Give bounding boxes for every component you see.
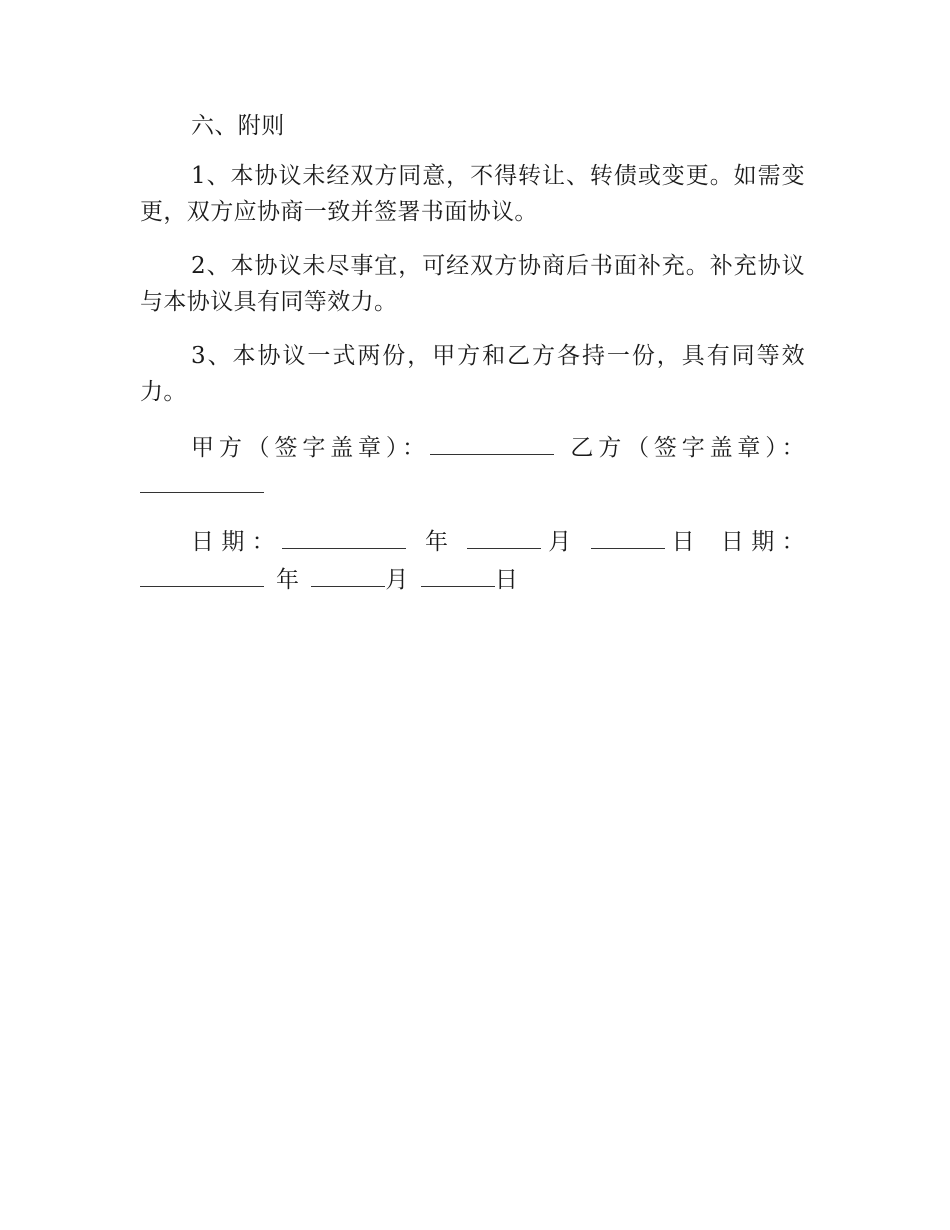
clause-2: 2、本协议未尽事宜，可经双方协商后书面补充。补充协议与本协议具有同等效力。 xyxy=(140,253,805,315)
party-b-signature-blank xyxy=(140,466,264,493)
party-b-year-label: 年 xyxy=(276,567,300,593)
party-a-month-blank xyxy=(467,522,541,549)
party-a-signature-blank xyxy=(430,428,554,455)
party-a-year-blank xyxy=(282,522,406,549)
party-a-day-blank xyxy=(591,522,665,549)
date-line xyxy=(140,522,805,598)
document-body xyxy=(140,108,805,616)
party-a-month-label: 月 xyxy=(541,529,579,555)
party-a-signature-label: 甲方（签字盖章）： xyxy=(191,435,430,461)
party-b-year-blank xyxy=(140,560,264,587)
section-heading: 六、附则 xyxy=(191,113,285,139)
party-b-day-blank xyxy=(421,560,495,587)
party-b-month-label: 月 xyxy=(385,567,409,593)
party-a-year-label: 年 xyxy=(418,529,456,555)
clause-3: 3、本协议一式两份，甲方和乙方各持一份，具有同等效力。 xyxy=(140,343,805,405)
signature-line xyxy=(140,428,805,504)
party-b-signature-label: 乙方（签字盖章）： xyxy=(566,435,805,461)
clause-1: 1、本协议未经双方同意，不得转让、转债或变更。如需变更，双方应协商一致并签署书面协议。 xyxy=(140,163,805,225)
party-b-day-label: 日 xyxy=(494,567,519,593)
party-a-date-label: 日期： xyxy=(191,529,283,555)
party-b-date-label: 日期： xyxy=(713,529,805,555)
party-b-month-blank xyxy=(311,560,385,587)
party-a-day-label: 日 xyxy=(664,529,702,555)
